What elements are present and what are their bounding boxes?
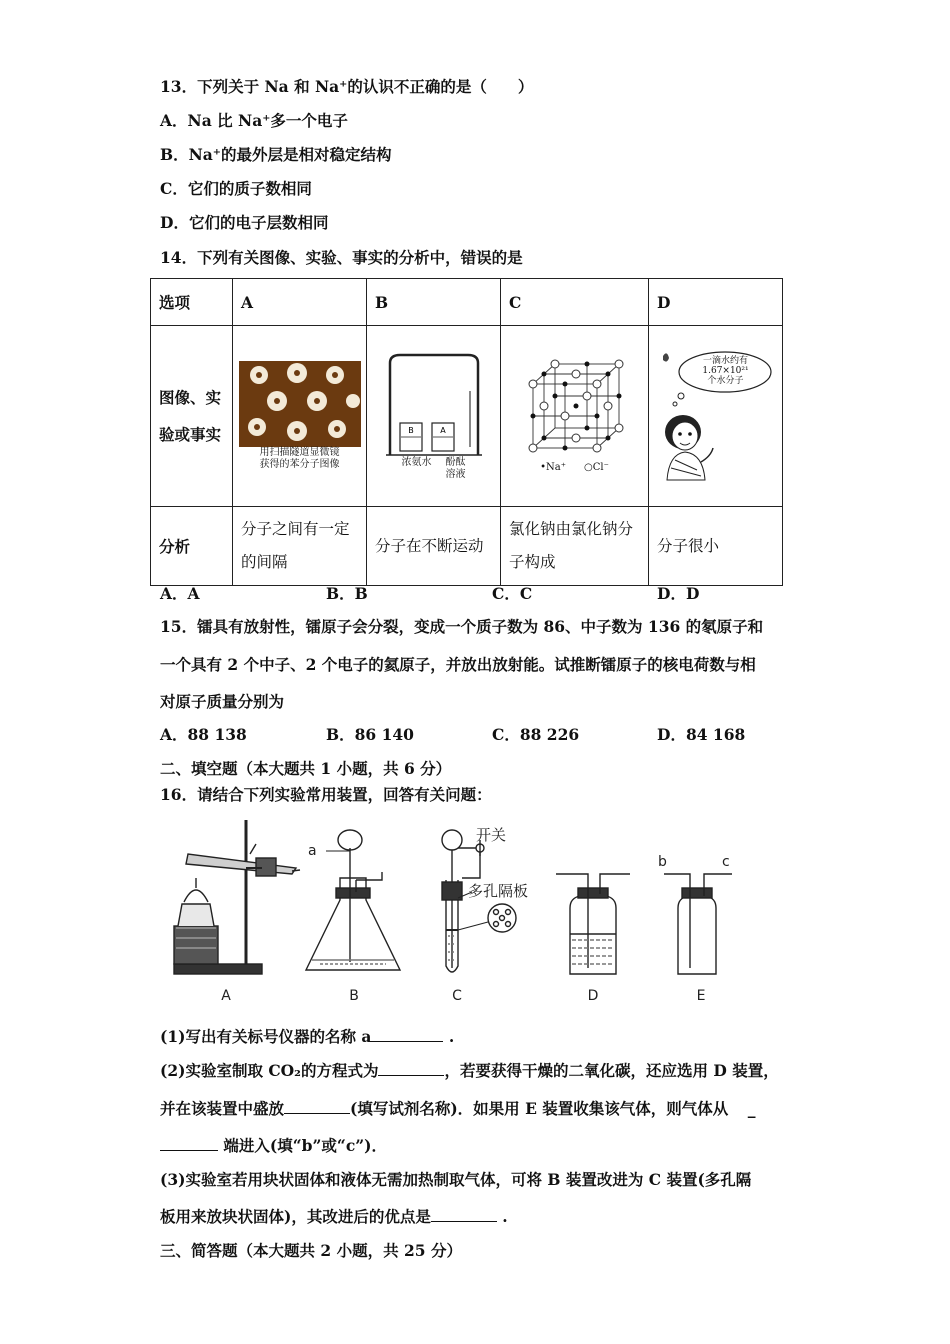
q14-stem: 14．下列有关图像、实验、事实的分析中，错误的是: [160, 248, 523, 267]
q16-part3-end: .: [502, 1207, 508, 1226]
bubble-line1: 一滴水约有: [702, 356, 748, 366]
cap-b-phenol-2: 溶液: [445, 469, 466, 480]
q16-part2-line3: [160, 1136, 387, 1156]
q13-option-b: B．Na⁺的最外层是相对稳定结构: [160, 145, 392, 164]
cap-a-line2: 获得的苯分子图像: [259, 459, 340, 470]
bell-jar-diagram: [384, 351, 484, 459]
label-d: D: [587, 988, 599, 1004]
lab-apparatus-figure: [160, 818, 760, 1008]
header-a: A: [233, 279, 367, 326]
cell-a-image: [233, 326, 367, 507]
row-label-image: 图像、实验或事实: [151, 326, 233, 507]
analysis-d: 分子很小: [649, 507, 783, 586]
apparatus-e: [664, 874, 732, 974]
row-label-analysis: 分析: [151, 507, 233, 586]
apparatus-b: [306, 830, 400, 970]
label-a: A: [221, 988, 231, 1004]
apparatus-c: [442, 830, 516, 972]
cell-b-image: [367, 326, 501, 507]
header-option: 选项: [151, 279, 233, 326]
q13-option-c: C．它们的质子数相同: [160, 179, 312, 198]
beaker-a-tag: A: [439, 426, 446, 435]
header-d: D: [649, 279, 783, 326]
q15-option-a: A．88 138: [160, 725, 247, 744]
q15-line2: 一个具有 2 个中子、2 个电子的氦原子，并放出放射能。试推断镭原子的核电荷数与相: [160, 655, 756, 674]
apparatus-a: [174, 820, 300, 974]
header-b: B: [367, 279, 501, 326]
q16-part2-d: (填写试剂名称)．如果用 E 装置收集该气体，则气体从: [350, 1099, 729, 1118]
cell-c-image: [501, 326, 649, 507]
q16-part3-line1: (3)实验室若用块状固体和液体无需加热制取气体，可将 B 装置改进为 C 装置(多孔隔: [160, 1170, 752, 1189]
tag-switch: 开关: [476, 826, 507, 844]
q16-part1-end: .: [448, 1027, 455, 1046]
bubble-line3: 个水分子: [707, 376, 744, 386]
beaker-b-tag: B: [407, 426, 414, 435]
q14-option-d: D．D: [657, 584, 700, 603]
tag-c: c: [722, 854, 730, 870]
tag-plate: 多孔隔板: [468, 882, 529, 900]
q16-part1-text: (1)写出有关标号仪器的名称 a: [160, 1027, 372, 1046]
q15-line1: 15．镭具有放射性，镭原子会分裂，变成一个质子数为 86、中子数为 136 的氡原子和: [160, 617, 764, 636]
cell-d-image: [649, 326, 783, 507]
q16-part2-c: 并在该装置中盛放: [160, 1099, 285, 1118]
nacl-lattice-diagram: [525, 358, 625, 458]
q16-part3-b: 板用来放块状固体)，其改进后的优点是: [160, 1207, 431, 1226]
q13-option-a: A．Na 比 Na⁺多一个电子: [160, 111, 348, 130]
q15-option-c: C．88 226: [492, 725, 580, 744]
benzene-stm-image: [239, 361, 361, 447]
blank-inlet[interactable]: [160, 1136, 218, 1151]
header-c: C: [501, 279, 649, 326]
blank-reagent[interactable]: [284, 1099, 350, 1114]
q14-option-c: C．C: [492, 584, 533, 603]
blank-equation[interactable]: [378, 1061, 444, 1076]
cap-b-phenol-1: 酚酞: [445, 457, 466, 468]
legend-na: •Na⁺: [540, 462, 567, 473]
analysis-c: 氯化钠由氯化钠分子构成: [501, 507, 649, 586]
tag-a: a: [308, 843, 317, 859]
q13-stem: 13．下列关于 Na 和 Na⁺的认识不正确的是（ ）: [160, 77, 534, 96]
label-e: E: [696, 988, 706, 1004]
q16-part2-line1: [160, 1061, 779, 1081]
tag-b: b: [658, 854, 667, 870]
cap-b-ammonia: 浓氨水: [401, 457, 432, 468]
q16-part2-line2: 并在该装置中盛放 (填写试剂名称)．如果用 E 装置收集该气体，则气体从 _: [160, 1099, 756, 1118]
q14-option-b: B．B: [326, 584, 368, 603]
q16-part3-line2: [160, 1207, 508, 1227]
q16-part1: [160, 1027, 454, 1047]
q15-option-b: B．86 140: [326, 725, 414, 744]
q15-line3: 对原子质量分别为: [160, 692, 285, 711]
bubble-line2: 1.67×10²¹: [702, 366, 749, 376]
label-c: C: [452, 988, 462, 1004]
q15-option-d: D．84 168: [657, 725, 746, 744]
q13-option-d: D．它们的电子层数相同: [160, 213, 329, 232]
blank-advantage[interactable]: [431, 1207, 497, 1222]
q16-stem: 16．请结合下列实验常用装置，回答有关问题：: [160, 785, 492, 804]
analysis-b: 分子在不断运动: [367, 507, 501, 586]
legend-cl: ○Cl⁻: [584, 462, 609, 473]
q14-table: [150, 278, 783, 586]
apparatus-d: [556, 874, 630, 974]
label-b: B: [349, 988, 359, 1004]
q16-part2-a: (2)实验室制取 CO₂的方程式为: [160, 1061, 379, 1080]
q14-option-a: A．A: [160, 584, 200, 603]
cap-a-line1: 用扫描隧道显微镜: [259, 447, 340, 458]
section-3-title: 三、简答题（本大题共 2 小题，共 25 分）: [160, 1241, 462, 1260]
q16-part2-e: 端进入(填“b”或“c”)．: [223, 1136, 388, 1155]
q16-part2-b: ，若要获得干燥的二氧化碳，还应选用 D 装置，: [444, 1061, 779, 1080]
section-2-title: 二、填空题（本大题共 1 小题，共 6 分）: [160, 759, 452, 778]
analysis-a: 分子之间有一定的间隔: [233, 507, 367, 586]
blank-a-name[interactable]: [371, 1027, 443, 1042]
